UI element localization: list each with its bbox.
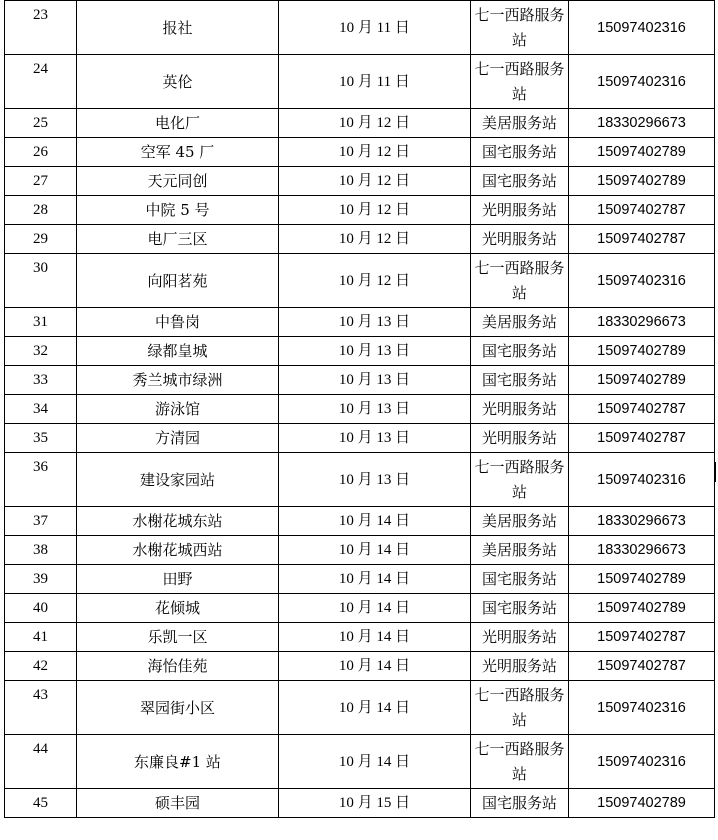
table-row (5, 1, 715, 55)
table-row (5, 138, 715, 167)
contact-phone: 15097402789 (569, 366, 715, 395)
contact-phone: 18330296673 (569, 507, 715, 536)
schedule-date: 10 月 13 日 (279, 308, 471, 337)
site-name: 水榭花城东站 (77, 507, 279, 536)
service-station: 七一西路服务站 (471, 254, 569, 308)
service-station: 光明服务站 (471, 196, 569, 225)
schedule-date: 10 月 14 日 (279, 507, 471, 536)
service-station: 国宅服务站 (471, 337, 569, 366)
contact-phone: 15097402789 (569, 337, 715, 366)
row-number: 26 (5, 138, 77, 167)
service-station: 国宅服务站 (471, 565, 569, 594)
table-row (5, 337, 715, 366)
site-name: 向阳茗苑 (77, 254, 279, 308)
schedule-date: 10 月 13 日 (279, 395, 471, 424)
schedule-date: 10 月 14 日 (279, 623, 471, 652)
site-name: 方清园 (77, 424, 279, 453)
table-row (5, 453, 715, 507)
site-name: 电厂三区 (77, 225, 279, 254)
row-number: 31 (5, 308, 77, 337)
row-number: 30 (5, 254, 77, 308)
service-station: 国宅服务站 (471, 789, 569, 818)
service-station: 光明服务站 (471, 623, 569, 652)
site-name: 英伦 (77, 55, 279, 109)
table-row (5, 681, 715, 735)
table-row (5, 225, 715, 254)
contact-phone: 15097402789 (569, 138, 715, 167)
site-name: 海怡佳苑 (77, 652, 279, 681)
schedule-date: 10 月 15 日 (279, 789, 471, 818)
contact-phone: 15097402789 (569, 594, 715, 623)
site-name: 翠园街小区 (77, 681, 279, 735)
row-number: 38 (5, 536, 77, 565)
service-station: 国宅服务站 (471, 167, 569, 196)
schedule-date: 10 月 13 日 (279, 424, 471, 453)
contact-phone: 15097402787 (569, 196, 715, 225)
site-name: 秀兰城市绿洲 (77, 366, 279, 395)
site-name: 乐凯一区 (77, 623, 279, 652)
service-station: 七一西路服务站 (471, 1, 569, 55)
service-station: 国宅服务站 (471, 366, 569, 395)
service-station: 国宅服务站 (471, 594, 569, 623)
row-number: 35 (5, 424, 77, 453)
table-row (5, 623, 715, 652)
schedule-date: 10 月 13 日 (279, 366, 471, 395)
service-station: 美居服务站 (471, 536, 569, 565)
table-row (5, 167, 715, 196)
contact-phone: 15097402316 (569, 1, 715, 55)
edge-mark (714, 462, 716, 482)
row-number: 36 (5, 453, 77, 507)
schedule-date: 10 月 14 日 (279, 536, 471, 565)
contact-phone: 18330296673 (569, 536, 715, 565)
schedule-date: 10 月 14 日 (279, 681, 471, 735)
table-row (5, 536, 715, 565)
service-station: 七一西路服务站 (471, 735, 569, 789)
table-row (5, 652, 715, 681)
site-name: 中鲁岗 (77, 308, 279, 337)
site-name: 硕丰园 (77, 789, 279, 818)
service-station: 光明服务站 (471, 652, 569, 681)
schedule-date: 10 月 12 日 (279, 167, 471, 196)
contact-phone: 15097402789 (569, 565, 715, 594)
site-name: 田野 (77, 565, 279, 594)
site-name: 电化厂 (77, 109, 279, 138)
row-number: 33 (5, 366, 77, 395)
schedule-date: 10 月 12 日 (279, 138, 471, 167)
row-number: 23 (5, 1, 77, 55)
contact-phone: 15097402787 (569, 395, 715, 424)
table-row (5, 507, 715, 536)
table-row (5, 109, 715, 138)
schedule-date: 10 月 12 日 (279, 254, 471, 308)
schedule-table-body (5, 1, 715, 818)
row-number: 29 (5, 225, 77, 254)
contact-phone: 18330296673 (569, 109, 715, 138)
schedule-date: 10 月 13 日 (279, 337, 471, 366)
site-name: 游泳馆 (77, 395, 279, 424)
site-name: 建设家园站 (77, 453, 279, 507)
service-station: 美居服务站 (471, 507, 569, 536)
row-number: 43 (5, 681, 77, 735)
service-station: 七一西路服务站 (471, 55, 569, 109)
row-number: 42 (5, 652, 77, 681)
schedule-date: 10 月 12 日 (279, 225, 471, 254)
table-row (5, 395, 715, 424)
schedule-date: 10 月 14 日 (279, 594, 471, 623)
service-station: 七一西路服务站 (471, 681, 569, 735)
schedule-date: 10 月 14 日 (279, 652, 471, 681)
service-station: 国宅服务站 (471, 138, 569, 167)
table-row (5, 196, 715, 225)
table-row (5, 424, 715, 453)
table-row (5, 735, 715, 789)
schedule-date: 10 月 13 日 (279, 453, 471, 507)
contact-phone: 15097402787 (569, 225, 715, 254)
contact-phone: 15097402316 (569, 681, 715, 735)
contact-phone: 15097402789 (569, 789, 715, 818)
row-number: 27 (5, 167, 77, 196)
service-station: 光明服务站 (471, 424, 569, 453)
site-name: 报社 (77, 1, 279, 55)
site-name: 花倾城 (77, 594, 279, 623)
table-row (5, 254, 715, 308)
schedule-date: 10 月 12 日 (279, 109, 471, 138)
row-number: 37 (5, 507, 77, 536)
row-number: 40 (5, 594, 77, 623)
service-station: 美居服务站 (471, 308, 569, 337)
contact-phone: 15097402787 (569, 652, 715, 681)
site-name: 东廉良#1 站 (77, 735, 279, 789)
site-name: 中院 5 号 (77, 196, 279, 225)
table-row (5, 366, 715, 395)
table-row (5, 565, 715, 594)
service-station: 七一西路服务站 (471, 453, 569, 507)
contact-phone: 18330296673 (569, 308, 715, 337)
contact-phone: 15097402316 (569, 254, 715, 308)
table-row (5, 308, 715, 337)
schedule-date: 10 月 14 日 (279, 735, 471, 789)
contact-phone: 15097402316 (569, 55, 715, 109)
contact-phone: 15097402787 (569, 623, 715, 652)
schedule-table (4, 0, 715, 818)
contact-phone: 15097402316 (569, 735, 715, 789)
row-number: 25 (5, 109, 77, 138)
site-name: 空军 45 厂 (77, 138, 279, 167)
contact-phone: 15097402316 (569, 453, 715, 507)
table-row (5, 594, 715, 623)
row-number: 32 (5, 337, 77, 366)
row-number: 34 (5, 395, 77, 424)
row-number: 41 (5, 623, 77, 652)
schedule-date: 10 月 11 日 (279, 55, 471, 109)
contact-phone: 15097402789 (569, 167, 715, 196)
row-number: 39 (5, 565, 77, 594)
contact-phone: 15097402787 (569, 424, 715, 453)
service-station: 光明服务站 (471, 395, 569, 424)
row-number: 45 (5, 789, 77, 818)
service-station: 光明服务站 (471, 225, 569, 254)
schedule-date: 10 月 12 日 (279, 196, 471, 225)
table-row (5, 55, 715, 109)
service-station: 美居服务站 (471, 109, 569, 138)
row-number: 24 (5, 55, 77, 109)
site-name: 天元同创 (77, 167, 279, 196)
schedule-date: 10 月 11 日 (279, 1, 471, 55)
row-number: 44 (5, 735, 77, 789)
table-row (5, 789, 715, 818)
site-name: 水榭花城西站 (77, 536, 279, 565)
row-number: 28 (5, 196, 77, 225)
schedule-date: 10 月 14 日 (279, 565, 471, 594)
site-name: 绿都皇城 (77, 337, 279, 366)
